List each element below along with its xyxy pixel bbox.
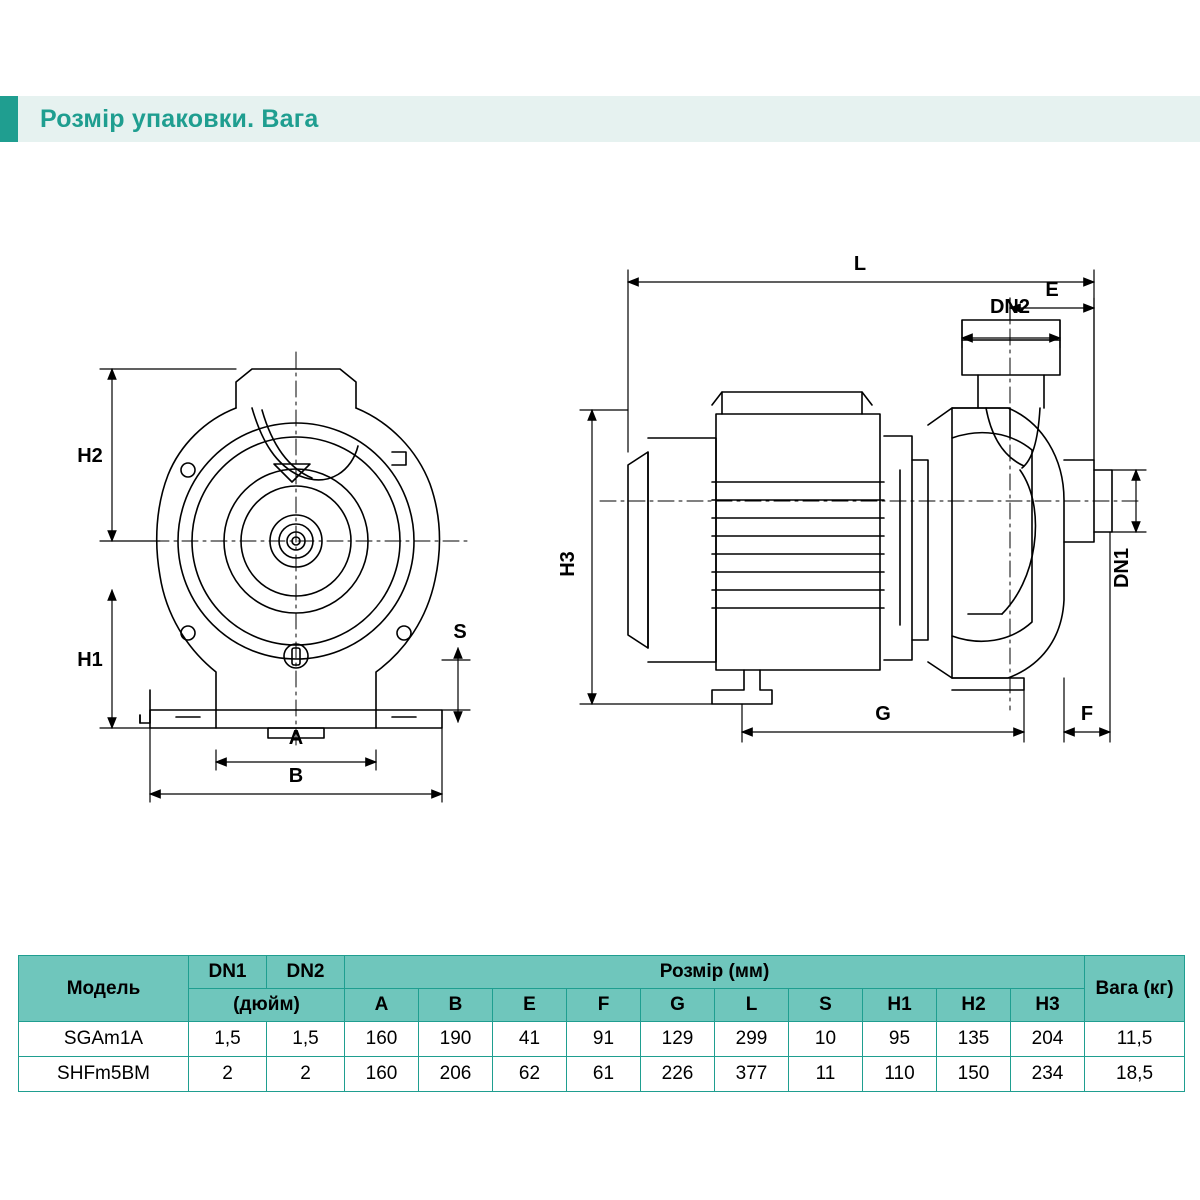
th-dn2: DN2: [267, 956, 345, 989]
cell-a: 160: [345, 1022, 419, 1057]
th-size-g: G: [641, 989, 715, 1022]
th-size-h2: H2: [937, 989, 1011, 1022]
cell-l: 299: [715, 1022, 789, 1057]
label-f: F: [1080, 703, 1094, 725]
cell-model: SGAm1A: [19, 1022, 189, 1057]
cell-h3: 204: [1011, 1022, 1085, 1057]
cell-h3: 234: [1011, 1057, 1085, 1092]
specs-table: [18, 955, 1185, 1092]
cell-g: 226: [641, 1057, 715, 1092]
th-unit: (дюйм): [189, 989, 345, 1022]
cell-dn2: 2: [267, 1057, 345, 1092]
th-size-s: S: [789, 989, 863, 1022]
th-size-f: F: [567, 989, 641, 1022]
label-l: L: [853, 253, 867, 275]
cell-dn1: 2: [189, 1057, 267, 1092]
table-row: [19, 1057, 1185, 1092]
th-dn1: DN1: [189, 956, 267, 989]
page-title: Розмір упаковки. Вага: [40, 104, 319, 133]
table-row: [19, 1022, 1185, 1057]
cell-weight: 18,5: [1085, 1057, 1185, 1092]
th-model: Модель: [19, 956, 189, 1022]
cell-f: 61: [567, 1057, 641, 1092]
cell-h1: 110: [863, 1057, 937, 1092]
th-size-group: Розмір (мм): [345, 956, 1085, 989]
section-header-accent-bar: [0, 96, 18, 142]
th-size-b: B: [419, 989, 493, 1022]
label-s: S: [453, 621, 467, 643]
cell-dn2: 1,5: [267, 1022, 345, 1057]
th-size-a: A: [345, 989, 419, 1022]
label-dn2: DN2: [989, 296, 1031, 318]
th-size-h1: H1: [863, 989, 937, 1022]
label-dn1: DN1: [1111, 547, 1133, 589]
side-view-body: [600, 300, 1140, 710]
cell-a: 160: [345, 1057, 419, 1092]
table-header-row-2: [19, 989, 1185, 1022]
technical-drawing: [0, 170, 1200, 870]
front-view-body: [124, 352, 470, 750]
cell-model: SHFm5BM: [19, 1057, 189, 1092]
front-view-dimensions: [100, 369, 470, 802]
cell-h2: 135: [937, 1022, 1011, 1057]
side-view-dimensions: [580, 270, 1146, 742]
cell-f: 91: [567, 1022, 641, 1057]
cell-b: 206: [419, 1057, 493, 1092]
cell-s: 10: [789, 1022, 863, 1057]
table-header-row-1: [19, 956, 1185, 989]
cell-s: 11: [789, 1057, 863, 1092]
cell-h2: 150: [937, 1057, 1011, 1092]
label-h2: H2: [77, 445, 103, 467]
cell-weight: 11,5: [1085, 1022, 1185, 1057]
th-size-e: E: [493, 989, 567, 1022]
label-h3: H3: [557, 551, 579, 577]
th-size-h3: H3: [1011, 989, 1085, 1022]
label-a: A: [288, 727, 304, 749]
label-g: G: [875, 703, 891, 725]
cell-e: 41: [493, 1022, 567, 1057]
label-h1: H1: [77, 649, 103, 671]
cell-l: 377: [715, 1057, 789, 1092]
th-weight: Вага (кг): [1085, 956, 1185, 1022]
cell-e: 62: [493, 1057, 567, 1092]
cell-b: 190: [419, 1022, 493, 1057]
th-size-l: L: [715, 989, 789, 1022]
label-e: E: [1045, 279, 1059, 301]
cell-g: 129: [641, 1022, 715, 1057]
cell-dn1: 1,5: [189, 1022, 267, 1057]
specs-table-wrap: [18, 955, 1184, 1092]
cell-h1: 95: [863, 1022, 937, 1057]
label-b: B: [288, 765, 304, 787]
